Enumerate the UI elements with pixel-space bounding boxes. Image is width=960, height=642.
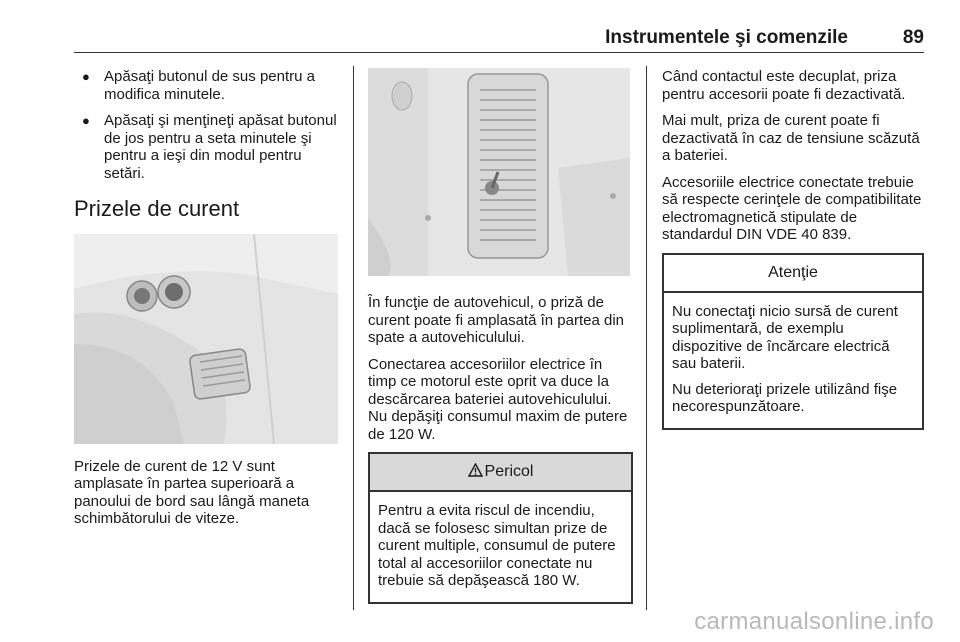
rear-outlet-figure (368, 68, 630, 276)
bullet-item: ● Apăsaţi şi menţineţi apăsat butonul de jos pentru a seta minutele şi pentru a ieşi din modul pentru setări. (74, 112, 342, 182)
danger-box-header (370, 454, 631, 492)
paragraph: Când contactul este decuplat, priza pentru accesorii poate fi dezactivată. (662, 68, 906, 103)
header-title: Instrumentele şi comenzile (605, 27, 848, 48)
paragraph: Mai mult, priza de curent poate fi dezactivată în caz de tensiune scăzută a bateriei. (662, 112, 920, 164)
danger-box-text: Pentru a evita riscul de incendiu, dacă se folosesc simultan prize de curent multiple, consumul de putere total al accesoriilor conectate nu trebuie să depăşească 180 W. (378, 502, 616, 589)
column-2 (368, 68, 633, 604)
header-divider (74, 52, 924, 53)
caution-box-title: Atenţie (768, 263, 818, 281)
danger-box-body (370, 492, 631, 602)
power-outlet-figure (74, 234, 338, 444)
page-number: 89 (902, 27, 924, 48)
figure-caption: Prizele de curent de 12 V sunt amplasate în partea superioară a panoului de bord sau lângă maneta schimbătorului de viteze. (74, 457, 310, 527)
bullet-item: ● Apăsaţi butonul de sus pentru a modifica minutele. (74, 68, 342, 103)
paragraph: În funcţie de autovehicul, o priză de curent poate fi amplasată în partea din spate a autovehiculului. (368, 294, 624, 346)
paragraph: Accesoriile electrice conectate trebuie să respecte cerinţele de compatibilitate electromagnetică stipulate de standardul DIN VDE 40 839. (662, 173, 922, 243)
caution-box-header (664, 255, 922, 293)
danger-box (368, 452, 633, 604)
caution-box (662, 253, 924, 430)
danger-box-title: Pericol (484, 463, 534, 481)
watermark: carmanualsonline.info (694, 608, 934, 635)
caution-box-text: Nu conectaţi nicio sursă de curent suplimentară, de exemplu dispozitive de încărcare electrică sau baterii. (672, 302, 898, 372)
column-divider-1 (353, 66, 354, 610)
column-1 (74, 68, 342, 537)
paragraph: Conectarea accesoriilor electrice în timp ce motorul este oprit va duce la descărcarea bateriei autovehiculului. Nu depăşiţi consumul maxim de putere de 120 W. (368, 355, 628, 443)
column-divider-2 (646, 66, 647, 610)
column-3 (662, 68, 924, 430)
warning-triangle-icon (468, 463, 483, 482)
bullet-list (74, 68, 342, 182)
section-title: Prizele de curent (74, 196, 240, 221)
caution-box-text: Nu deterioraţi prizele utilizând fişe necorespunzătoare. (672, 380, 898, 415)
caution-box-body (664, 293, 922, 428)
